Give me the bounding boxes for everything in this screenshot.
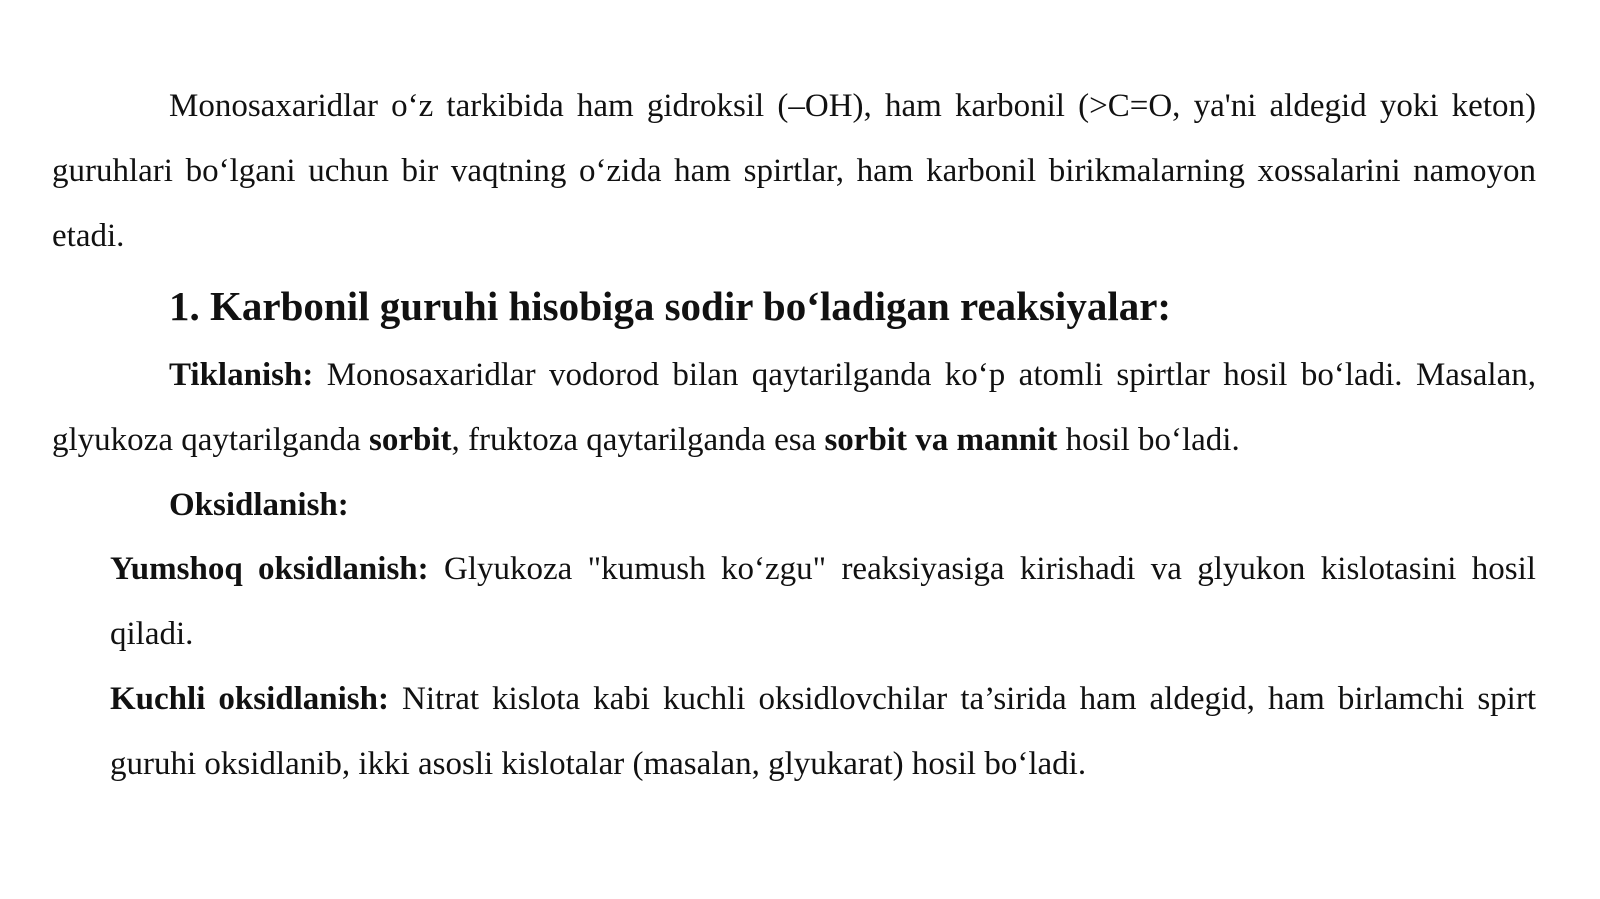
reduction-text-1: Monosaxaridlar vodorod bilan qaytarilganda ko‘p atomli spirtlar hosil bo‘ladi. Masalan, glyukoza qaytarilganda	[52, 357, 1536, 458]
mild-oxidation-paragraph	[110, 537, 1536, 667]
mild-oxidation-text: Glyukoza "kumush ko‘zgu" reaksiyasiga kirishadi va glyukon kislotasini hosil qiladi.	[110, 551, 1536, 652]
document-page	[52, 74, 1536, 797]
reduction-label: Tiklanish:	[169, 357, 314, 393]
strong-oxidation-text: Nitrat kislota kabi kuchli oksidlovchilar ta’sirida ham aldegid, ham birlamchi spirt guruhi oksidlanib, ikki asosli kislotalar (masalan, glyukarat) hosil bo‘ladi.	[110, 681, 1536, 782]
reduction-product-sorbit: sorbit	[369, 422, 452, 458]
section-heading-carbonyl-reactions: 1. Karbonil guruhi hisobiga sodir bo‘ladigan reaksiyalar:	[169, 283, 1172, 329]
mild-oxidation-label: Yumshoq oksidlanish:	[110, 551, 429, 587]
reduction-text-3: hosil bo‘ladi.	[1057, 422, 1240, 458]
intro-text: Monosaxaridlar o‘z tarkibida ham gidroksil (–OH), ham karbonil (>C=O, ya'ni aldegid yoki keton) guruhlari bo‘lgani uchun bir vaqtning o‘zida ham spirtlar, ham karbonil birikmalarning xossalarini namoyon etadi.	[52, 88, 1536, 254]
oxidation-heading: Oksidlanish:	[169, 487, 349, 523]
intro-paragraph	[52, 74, 1536, 269]
strong-oxidation-label: Kuchli oksidlanish:	[110, 681, 389, 717]
reduction-text-2: , fruktoza qaytarilganda esa	[451, 422, 825, 458]
reduction-paragraph	[52, 343, 1536, 473]
strong-oxidation-paragraph	[110, 667, 1536, 797]
reduction-product-sorbit-mannit: sorbit va mannit	[824, 422, 1058, 458]
